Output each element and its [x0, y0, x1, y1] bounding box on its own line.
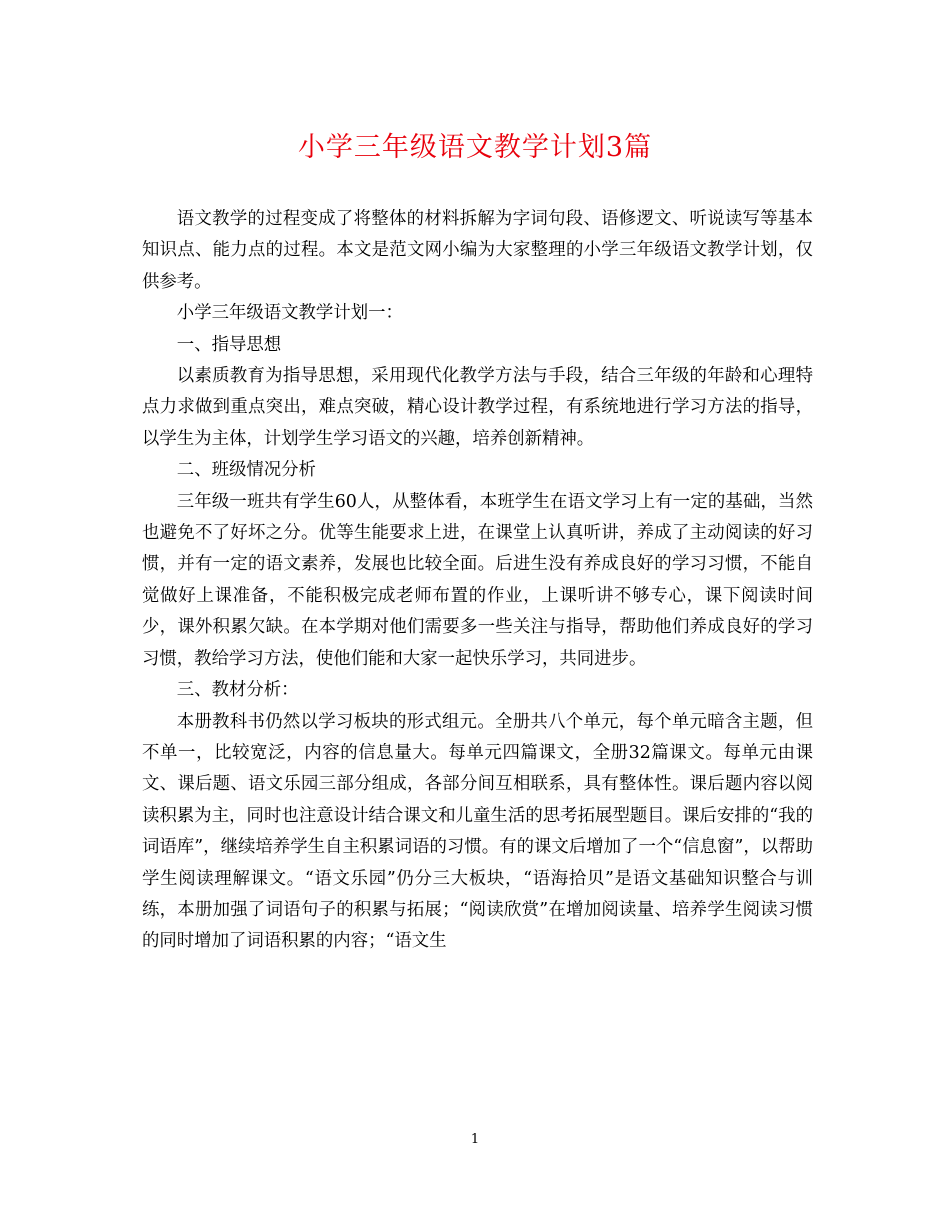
class-analysis-paragraph: 三年级一班共有学生60人，从整体看，本班学生在语文学习上有一定的基础，当然也避免不了好坏之分。优等生能要求上进，在课堂上认真听讲，养成了主动阅读的好习惯，并有一定的语文素养，发展也比较全面。后进生没有养成良好的学习习惯，不能自觉做好上课准备，不能积极完成老师布置的作业，上课听讲不够专心，课下阅读时间少，课外积累欠缺。在本学期对他们需要多一些关注与指导，帮助他们养成良好的学习习惯，教给学习方法，使他们能和大家一起快乐学习，共同进步。 — [142, 491, 813, 669]
document-body — [142, 204, 813, 958]
section-heading-guiding-ideology: 一、指导思想 — [176, 334, 282, 355]
page-number: 1 — [470, 1132, 480, 1147]
guiding-ideology-paragraph: 以素质教育为指导思想，采用现代化教学方法与手段，结合三年级的年龄和心理特点力求做到重点突出，难点突破，精心设计教学过程，有系统地进行学习方法的指导，以学生为主体，计划学生学习语文的兴趣，培养创新精神。 — [142, 366, 813, 449]
intro-paragraph: 语文教学的过程变成了将整体的材料拆解为字词句段、语修逻文、听说读写等基本知识点、能力点的过程。本文是范文网小编为大家整理的小学三年级语文教学计划，仅供参考。 — [142, 209, 813, 292]
textbook-analysis-paragraph: 本册教科书仍然以学习板块的形式组元。全册共八个单元，每个单元暗含主题，但不单一，比较宽泛，内容的信息量大。每单元四篇课文，全册32篇课文。每单元由课文、课后题、语文乐园三部分组成，各部分间互相联系，具有整体性。课后题内容以阅读积累为主，同时也注意设计结合课文和儿童生活的思考拓展型题目。课后安排的“我的词语库”，继续培养学生自主积累词语的习惯。有的课文后增加了一个“信息窗”，以帮助学生阅读理解课文。“语文乐园”仍分三大板块，“语海拾贝”是语文基础知识整合与训练，本册加强了词语句子的积累与拓展；“阅读欣赏”在增加阅读量、培养学生阅读习惯的同时增加了词语积累的内容；“语文生 — [142, 711, 813, 952]
section-heading-textbook-analysis: 三、教材分析： — [176, 680, 299, 701]
document-title: 小学三年级语文教学计划3篇 — [297, 132, 653, 163]
plan-one-heading: 小学三年级语文教学计划一： — [176, 303, 403, 324]
section-heading-class-analysis: 二、班级情况分析 — [176, 460, 316, 481]
